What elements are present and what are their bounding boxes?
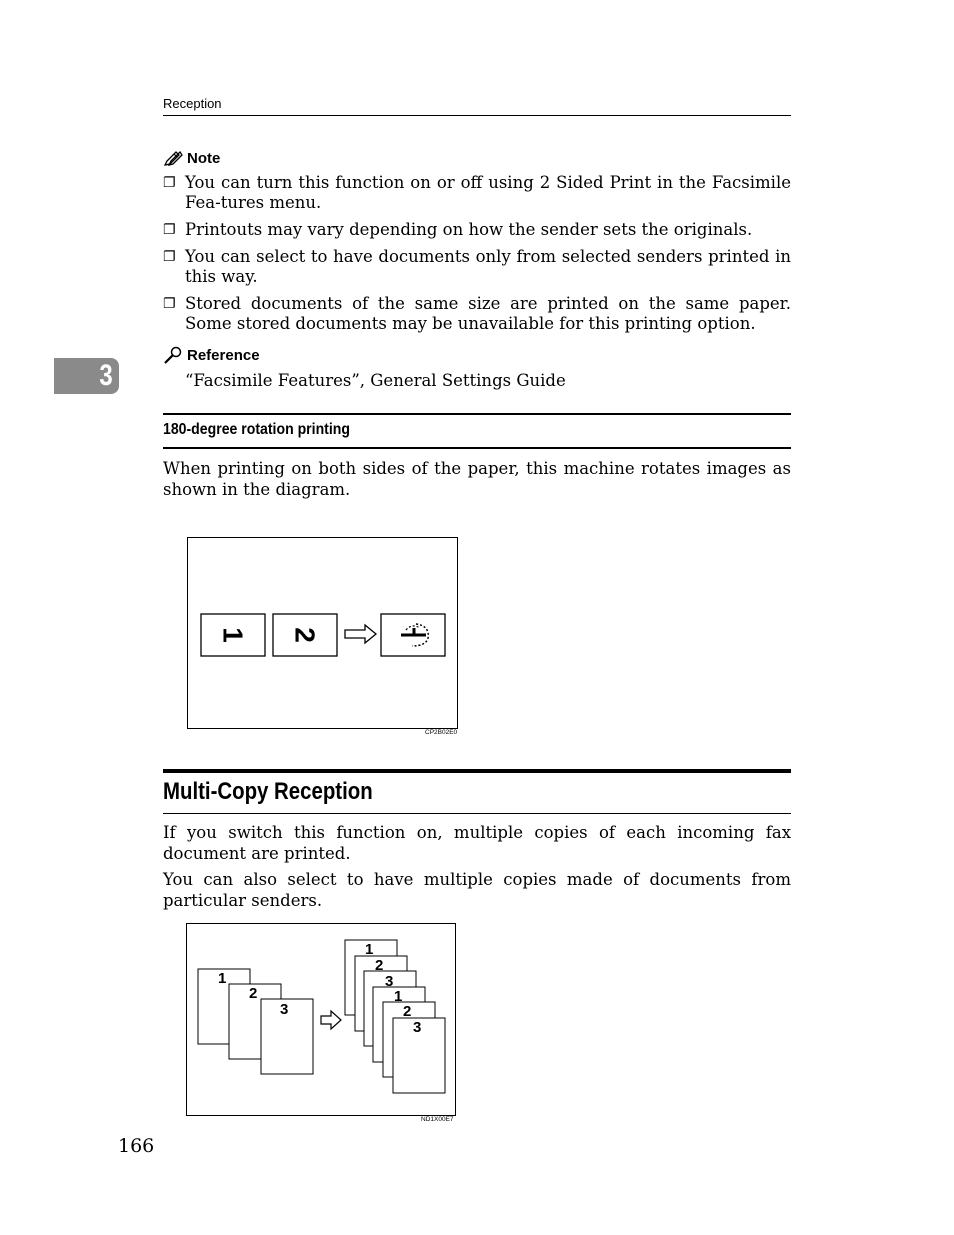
copy-set2-page-2: 2 [403, 1003, 412, 1020]
note-item-text: You can select to have documents only from selected senders printed in this way. [185, 247, 791, 286]
note-list [163, 173, 791, 341]
reference-label: Reference [187, 346, 260, 364]
note-item-text: Printouts may vary depending on how the sender sets the originals. [185, 220, 753, 239]
outline-arrow-right-icon [345, 625, 376, 643]
copy-set2-page-3: 3 [413, 1019, 422, 1036]
multicopy-diagram [187, 924, 455, 1115]
subsection-rule-top [163, 413, 791, 415]
note-heading [163, 150, 220, 167]
chapter-number: 3 [99, 359, 113, 392]
multicopy-para-1: If you switch this function on, multiple copies of each incoming fax document are printed. [163, 823, 791, 863]
source-page-1: 1 [218, 970, 227, 987]
note-item-text: Stored documents of the same size are printed on the same paper. Some stored documents may be unavailable for this printing option. [185, 294, 791, 333]
source-page-3: 3 [280, 1001, 289, 1018]
reference-heading [163, 346, 260, 364]
section-heading: Multi-Copy Reception [163, 778, 373, 805]
note-item [163, 294, 791, 334]
rotated-page-1-label: 1 [217, 627, 249, 643]
copy-set1-page-3: 3 [385, 973, 394, 990]
rotation-body: When printing on both sides of the paper, this machine rotates images as shown in the diagram. [163, 459, 791, 499]
copy-set1-page-1: 1 [365, 941, 374, 958]
multicopy-para-2: You can also select to have multiple copies made of documents from particular senders. [163, 870, 791, 910]
note-label: Note [187, 150, 221, 167]
checkbox-bullet-icon: ❐ [163, 222, 176, 238]
running-header: Reception [163, 96, 222, 111]
section-rule-bottom [163, 813, 791, 814]
figure-code: CP2B02E0 [425, 729, 458, 736]
header-rule [163, 115, 791, 116]
note-item [163, 173, 791, 213]
page-number: 166 [118, 1135, 155, 1157]
subsection-rule-bottom [163, 447, 791, 449]
rotation-figure [187, 537, 458, 729]
checkbox-bullet-icon: ❐ [163, 175, 176, 191]
reference-text: “Facsimile Features”, General Settings Guide [185, 371, 566, 390]
section-rule-top [163, 769, 791, 773]
source-page-2: 2 [249, 985, 258, 1002]
checkbox-bullet-icon: ❐ [163, 249, 176, 265]
rotated-page-2-label: 2 [289, 627, 321, 643]
note-item-text: You can turn this function on or off using 2 Sided Print in the Facsimile Fea-tures menu. [185, 173, 791, 212]
copy-set2-page-1: 1 [394, 988, 403, 1005]
checkbox-bullet-icon: ❐ [163, 296, 176, 312]
note-item [163, 247, 791, 287]
magnifier-icon [163, 346, 183, 364]
pencil-icon [163, 151, 183, 167]
subsection-heading: 180-degree rotation printing [163, 421, 350, 438]
figure-code: ND1X00E7 [421, 1116, 454, 1123]
copy-set1-page-2: 2 [375, 957, 384, 974]
rotation-diagram [188, 538, 457, 728]
note-item [163, 220, 791, 240]
multicopy-figure [186, 923, 456, 1116]
outline-arrow-right-icon [321, 1011, 341, 1029]
